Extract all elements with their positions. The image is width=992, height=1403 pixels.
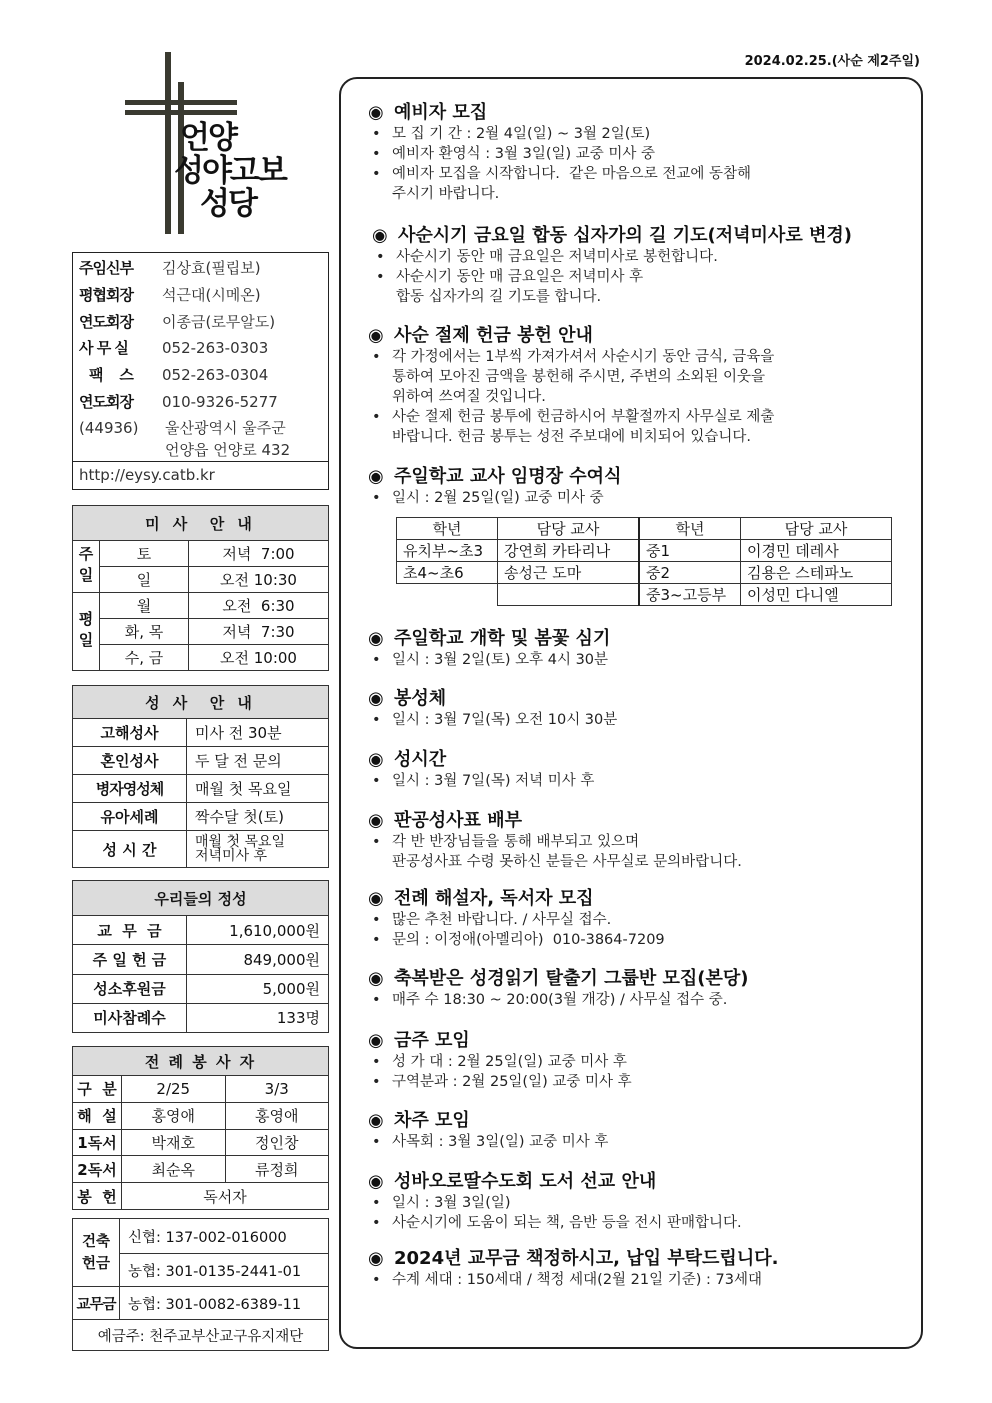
section-line: 주시기 바랍니다. (392, 186, 500, 202)
bank-account: 농협: 301-0135-2441-01 (120, 1254, 329, 1287)
bank-account: 농협: 301-0082-6389-11 (120, 1287, 329, 1320)
dot-icon: • (372, 490, 381, 506)
offering-label: 미사참례수 (73, 1003, 187, 1032)
mass-day: 월 (100, 593, 189, 619)
dot-icon: • (376, 249, 385, 265)
mass-time: 저녁 7:30 (189, 619, 329, 645)
info-row: 평협회장 석근대(시메온) (79, 286, 261, 304)
section-line: 바랍니다. 헌금 봉투는 성전 주보대에 비치되어 있습니다. (392, 429, 752, 445)
sacrament-info: 매월 첫 목요일 (187, 775, 329, 803)
dot-icon: • (372, 834, 381, 850)
liturgy-person: 홍영애 (122, 1102, 226, 1129)
sunday-label: 주일 (73, 541, 100, 593)
section-line: 위하여 쓰여질 것입니다. (392, 389, 546, 405)
mass-day: 일 (100, 567, 189, 593)
bullet-icon: ◉ (368, 1248, 384, 1269)
offering-value: 849,000원 (187, 945, 329, 974)
section-title: ◉ 차주 모임 (368, 1110, 470, 1131)
section-title: ◉ 성바오로딸수도회 도서 선교 안내 (368, 1171, 657, 1192)
bulletin-date: 2024.02.25.(사순 제2주일) (744, 54, 920, 69)
teacher-head: 학년 (397, 518, 498, 540)
section-line: • 각 가정에서는 1부씩 가져가셔서 사순시기 동안 금식, 금육을 (372, 349, 775, 365)
dot-icon: • (372, 773, 381, 789)
section-title: ◉ 주일학교 개학 및 봄꽃 심기 (368, 628, 611, 649)
announcement-section (368, 1171, 742, 1233)
section-title: ◉ 성시간 (368, 749, 447, 770)
announcement-section (368, 1110, 608, 1152)
section-line: • 일시 : 3월 7일(목) 오전 10시 30분 (372, 712, 618, 728)
address: (44936) 울산광역시 울주군 (79, 419, 286, 437)
liturgy-role: 봉 헌 (73, 1183, 122, 1210)
dot-icon: • (372, 146, 381, 162)
section-line: • 수계 세대 : 150세대 / 책정 세대(2월 21일 기준) : 73세대 (372, 1272, 762, 1288)
teacher-grade: 중1 (639, 540, 741, 562)
dot-icon: • (372, 912, 381, 928)
announcement-section (368, 749, 594, 791)
section-title: ◉ 사순 절제 헌금 봉헌 안내 (368, 325, 593, 346)
bullet-icon: ◉ (368, 102, 384, 123)
teacher-grade: 유치부~초3 (397, 540, 498, 562)
mass-day: 수, 금 (100, 645, 189, 671)
liturgy-role: 1독서 (73, 1129, 122, 1156)
offering-label: 성소후원금 (73, 974, 187, 1003)
dot-icon: • (372, 349, 381, 365)
info-row: 연도회장 010-9326-5277 (79, 393, 278, 411)
sacrament-title: 성 사 안 내 (73, 686, 329, 719)
section-title: ◉ 주일학교 교사 임명장 수여식 (368, 466, 622, 487)
teacher-head: 담당 교사 (741, 518, 892, 540)
sacrament-info: 매월 첫 목요일 저녁미사 후 (187, 831, 329, 868)
section-line: • 모 집 기 간 : 2월 4일(일) ~ 3월 2일(토) (372, 126, 651, 142)
teacher-grade: 중3~고등부 (639, 584, 741, 606)
website-link[interactable]: http://eysy.catb.kr (79, 466, 215, 484)
teacher-grade (397, 584, 498, 606)
teacher-name: 송성근 도마 (498, 562, 640, 584)
teacher-name: 김용은 스테파노 (741, 562, 892, 584)
gyomu-label: 교무금 (73, 1287, 120, 1320)
dot-icon: • (372, 126, 381, 142)
address-line2: 언양읍 언양로 432 (165, 441, 291, 459)
logo-line: 성야고보 (174, 153, 286, 189)
bullet-icon: ◉ (372, 225, 388, 246)
liturgy-head: 3/3 (225, 1076, 329, 1103)
bullet-icon: ◉ (368, 810, 384, 831)
dot-icon: • (372, 1134, 381, 1150)
sacrament-name: 성 시 간 (73, 831, 187, 868)
announcement-section (368, 968, 749, 1010)
liturgy-title: 전 례 봉 사 자 (73, 1047, 329, 1076)
section-line: • 구역분과 : 2월 25일(일) 교중 미사 후 (372, 1074, 632, 1090)
mass-time: 오전 10:00 (189, 645, 329, 671)
dot-icon: • (372, 1215, 381, 1231)
section-line: • 사순시기 동안 매 금요일은 저녁미사 후 (376, 269, 644, 285)
bullet-icon: ◉ (368, 628, 384, 649)
announcement-section (368, 1248, 778, 1290)
liturgy-person: 최순옥 (122, 1156, 226, 1183)
announcement-section (372, 225, 852, 307)
section-line: • 예비자 환영식 : 3월 3일(일) 교중 미사 중 (372, 146, 656, 162)
dot-icon: • (376, 269, 385, 285)
parish-logo (120, 52, 295, 238)
section-title: ◉ 예비자 모집 (368, 102, 488, 123)
building-fund-label: 건축 헌금 (73, 1219, 120, 1287)
dot-icon: • (372, 992, 381, 1008)
cross-icon-h1 (125, 100, 237, 105)
offering-value: 5,000원 (187, 974, 329, 1003)
cross-icon (165, 52, 171, 234)
section-title: ◉ 축복받은 성경읽기 탈출기 그룹반 모집(본당) (368, 968, 749, 989)
bullet-icon: ◉ (368, 688, 384, 709)
liturgy-role: 해 설 (73, 1102, 122, 1129)
weekday-label: 평일 (73, 593, 100, 671)
announcement-section (368, 688, 617, 730)
cross-icon-h2 (125, 110, 237, 115)
liturgy-person: 류정희 (225, 1156, 329, 1183)
announcement-section (368, 628, 610, 670)
section-line: • 성 가 대 : 2월 25일(일) 교중 미사 후 (372, 1054, 627, 1070)
section-line: • 문의 : 이정애(아멜리아) 010-3864-7209 (372, 932, 665, 948)
bullet-icon: ◉ (368, 968, 384, 989)
sacrament-name: 병자영성체 (73, 775, 187, 803)
mass-title: 미 사 안 내 (73, 506, 329, 541)
announcement-section (368, 888, 665, 950)
logo-line: 언양 (180, 120, 236, 156)
offering-title: 우리들의 정성 (73, 881, 329, 916)
bullet-icon: ◉ (368, 749, 384, 770)
mass-time: 저녁 7:00 (189, 541, 329, 567)
section-line: • 사순시기에 도움이 되는 책, 음반 등을 전시 판매합니다. (372, 1215, 742, 1231)
sacrament-info: 미사 전 30분 (187, 719, 329, 747)
dot-icon: • (372, 1272, 381, 1288)
mass-day: 토 (100, 541, 189, 567)
teacher-name: 강연희 카타리나 (498, 540, 640, 562)
info-row: 연도회장 이종금(로무알도) (79, 313, 276, 331)
bank-account-table (72, 1218, 329, 1351)
sacrament-name: 고해성사 (73, 719, 187, 747)
teacher-grade: 중2 (639, 562, 741, 584)
teacher-name: 이성민 다니엘 (741, 584, 892, 606)
bullet-icon: ◉ (368, 1030, 384, 1051)
dot-icon: • (372, 1195, 381, 1211)
section-line: • 매주 수 18:30 ~ 20:00(3월 개강) / 사무실 접수 중. (372, 992, 728, 1008)
info-row: 주임신부 김상효(필립보) (79, 259, 261, 277)
offering-value: 133명 (187, 1003, 329, 1032)
liturgy-person: 정인창 (225, 1129, 329, 1156)
logo-text (174, 120, 286, 222)
info-row: 사 무 실 052-263-0303 (79, 339, 269, 357)
teacher-grade: 초4~초6 (397, 562, 498, 584)
teacher-head: 학년 (639, 518, 741, 540)
bank-account: 신협: 137-002-016000 (120, 1219, 329, 1254)
liturgy-person: 독서자 (122, 1183, 329, 1210)
liturgy-ministers-table (72, 1046, 329, 1210)
offering-label: 교 무 금 (73, 916, 187, 945)
teacher-head: 담당 교사 (498, 518, 640, 540)
mass-time: 오전 10:30 (189, 567, 329, 593)
offering-table (72, 880, 329, 1033)
offering-value: 1,610,000원 (187, 916, 329, 945)
section-line: • 일시 : 3월 7일(목) 저녁 미사 후 (372, 773, 595, 789)
sacrament-info: 두 달 전 문의 (187, 747, 329, 775)
dot-icon: • (372, 1074, 381, 1090)
logo-line: 성당 (200, 186, 256, 222)
section-line: • 많은 추천 바랍니다. / 사무실 접수. (372, 912, 612, 928)
liturgy-head: 구 분 (73, 1076, 122, 1103)
section-line: 판공성사표 수령 못하신 분들은 사무실로 문의바랍니다. (392, 854, 742, 870)
dot-icon: • (372, 1054, 381, 1070)
liturgy-head: 2/25 (122, 1076, 226, 1103)
teacher-name (498, 584, 640, 606)
account-owner: 예금주: 천주교부산교구유지재단 (73, 1320, 329, 1351)
section-title: ◉ 봉성체 (368, 688, 447, 709)
sacrament-name: 혼인성사 (73, 747, 187, 775)
section-line: • 일시 : 2월 25일(일) 교중 미사 중 (372, 490, 604, 506)
dot-icon: • (372, 712, 381, 728)
section-line: 합동 십자가의 길 기도를 합니다. (396, 289, 602, 305)
section-line: • 일시 : 3월 3일(일) (372, 1195, 511, 1211)
sacrament-name: 유아세례 (73, 803, 187, 831)
section-title: ◉ 금주 모임 (368, 1030, 470, 1051)
liturgy-person: 홍영애 (225, 1102, 329, 1129)
announcement-section (368, 325, 774, 447)
sacrament-table (72, 685, 329, 868)
teacher-name: 이경민 데레사 (741, 540, 892, 562)
teacher-table (396, 517, 892, 606)
info-row: 팩 스 052-263-0304 (89, 366, 269, 384)
section-line: • 사순 절제 헌금 봉투에 헌금하시어 부활절까지 사무실로 제출 (372, 409, 775, 425)
bullet-icon: ◉ (368, 1110, 384, 1131)
mass-schedule-table (72, 505, 329, 671)
section-line: • 예비자 모집을 시작합니다. 같은 마음으로 전교에 동참해 (372, 166, 752, 182)
dot-icon: • (372, 166, 381, 182)
dot-icon: • (372, 932, 381, 948)
section-line: • 일시 : 3월 2일(토) 오후 4시 30분 (372, 652, 609, 668)
dot-icon: • (372, 409, 381, 425)
section-title: ◉ 판공성사표 배부 (368, 810, 522, 831)
liturgy-role: 2독서 (73, 1156, 122, 1183)
bullet-icon: ◉ (368, 1171, 384, 1192)
sacrament-info: 짝수달 첫(토) (187, 803, 329, 831)
announcement-section (368, 1030, 632, 1092)
section-line: • 각 반 반장님들을 통해 배부되고 있으며 (372, 834, 640, 850)
section-title: ◉ 사순시기 금요일 합동 십자가의 길 기도(저녁미사로 변경) (372, 225, 852, 246)
section-title: ◉ 2024년 교무금 책정하시고, 납입 부탁드립니다. (368, 1248, 779, 1269)
section-line: • 사순시기 동안 매 금요일은 저녁미사로 봉헌합니다. (376, 249, 718, 265)
bullet-icon: ◉ (368, 466, 384, 487)
dot-icon: • (372, 652, 381, 668)
parish-info-box (72, 252, 329, 490)
section-line: • 사목회 : 3월 3일(일) 교중 미사 후 (372, 1134, 609, 1150)
mass-time: 오전 6:30 (189, 593, 329, 619)
liturgy-person: 박재호 (122, 1129, 226, 1156)
announcement-section (368, 466, 621, 508)
bullet-icon: ◉ (368, 888, 384, 909)
announcement-section (368, 102, 751, 204)
announcement-section (368, 810, 742, 872)
mass-day: 화, 목 (100, 619, 189, 645)
offering-label: 주 일 헌 금 (73, 945, 187, 974)
section-line: 통하여 모아진 금액을 봉헌해 주시면, 주변의 소외된 이웃을 (392, 369, 766, 385)
section-title: ◉ 전례 해설자, 독서자 모집 (368, 888, 594, 909)
bullet-icon: ◉ (368, 325, 384, 346)
